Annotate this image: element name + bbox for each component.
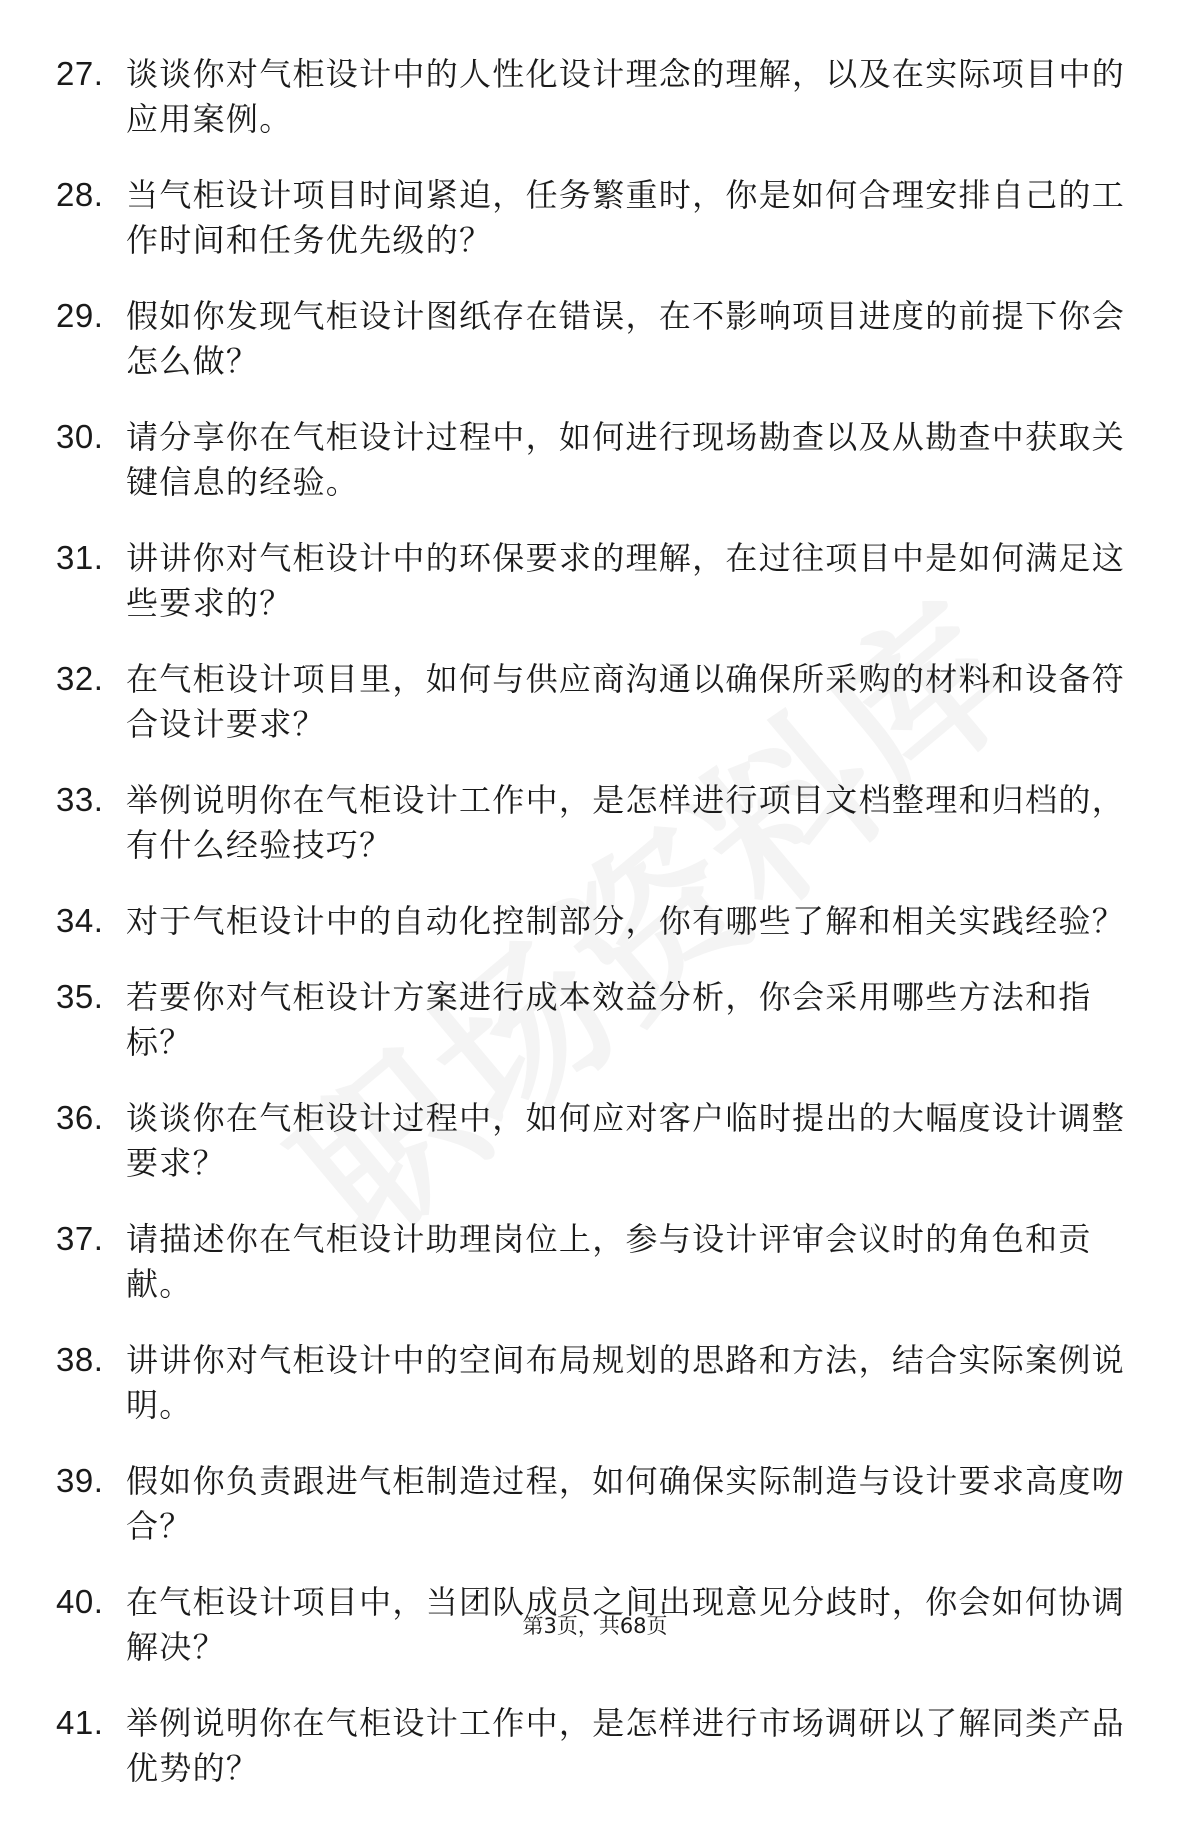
question-list [56,52,1136,1822]
question-number: 29. [56,297,104,334]
question-number: 35. [56,978,104,1015]
question-number: 33. [56,781,104,818]
question-text: 谈谈你对气柜设计中的人性化设计理念的理解，以及在实际项目中的应用案例。 [126,55,1126,138]
list-item [56,1338,1136,1428]
list-item [56,975,1136,1065]
page-number-footer: 第3页，共68页 [522,1614,668,1638]
question-text: 在气柜设计项目中，当团队成员之间出现意见分歧时，你会如何协调解决？ [126,1583,1126,1666]
question-number: 32. [56,660,104,697]
question-text: 对于气柜设计中的自动化控制部分，你有哪些了解和相关实践经验？ [126,902,1126,940]
question-text: 谈谈你在气柜设计过程中，如何应对客户临时提出的大幅度设计调整要求？ [126,1099,1126,1182]
question-text: 若要你对气柜设计方案进行成本效益分析，你会采用哪些方法和指标？ [126,978,1092,1061]
question-number: 39. [56,1462,104,1499]
question-text: 举例说明你在气柜设计工作中，是怎样进行项目文档整理和归档的，有什么经验技巧？ [126,781,1126,864]
list-item [56,173,1136,263]
list-item [56,536,1136,626]
list-item [56,1701,1136,1791]
question-number: 34. [56,902,104,939]
list-item [56,657,1136,747]
question-text: 在气柜设计项目里，如何与供应商沟通以确保所采购的材料和设备符合设计要求？ [126,660,1126,743]
list-item [56,1459,1136,1549]
list-item [56,1217,1136,1307]
list-item [56,294,1136,384]
question-number: 28. [56,176,104,213]
list-item [56,1096,1136,1186]
list-item [56,415,1136,505]
question-number: 31. [56,539,104,576]
question-text: 请分享你在气柜设计过程中，如何进行现场勘查以及从勘查中获取关键信息的经验。 [126,418,1126,501]
question-text: 请描述你在气柜设计助理岗位上，参与设计评审会议时的角色和贡献。 [126,1220,1092,1303]
question-number: 37. [56,1220,104,1257]
question-text: 讲讲你对气柜设计中的空间布局规划的思路和方法，结合实际案例说明。 [126,1341,1126,1424]
question-text: 假如你负责跟进气柜制造过程，如何确保实际制造与设计要求高度吻合？ [126,1462,1126,1545]
question-number: 40. [56,1583,104,1620]
question-text: 假如你发现气柜设计图纸存在错误，在不影响项目进度的前提下你会怎么做？ [126,297,1126,380]
question-text: 讲讲你对气柜设计中的环保要求的理解，在过往项目中是如何满足这些要求的？ [126,539,1126,622]
question-number: 38. [56,1341,104,1378]
question-number: 27. [56,55,104,92]
question-text: 当气柜设计项目时间紧迫，任务繁重时，你是如何合理安排自己的工作时间和任务优先级的？ [126,176,1126,259]
list-item [56,778,1136,868]
list-item [56,52,1136,142]
question-number: 36. [56,1099,104,1136]
question-number: 30. [56,418,104,455]
question-text: 举例说明你在气柜设计工作中，是怎样进行市场调研以了解同类产品优势的？ [126,1704,1126,1787]
question-number: 41. [56,1704,104,1741]
list-item [56,899,1136,944]
